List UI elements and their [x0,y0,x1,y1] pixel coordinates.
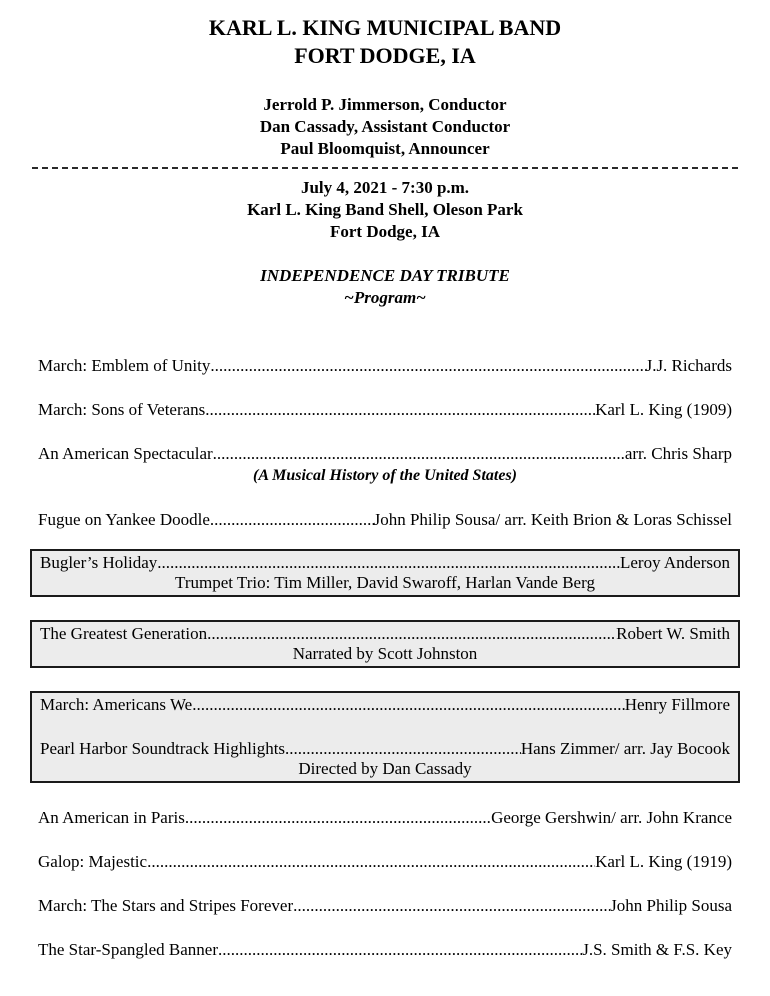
dot-leader [218,939,582,961]
performance-note: Directed by Dan Cassady [298,759,472,778]
piece-title: Pearl Harbor Soundtrack Highlights [40,739,286,758]
program-item [40,739,730,759]
composer-name: Robert W. Smith [616,624,730,643]
composer-name: J.J. Richards [645,356,732,375]
band-name-line2: FORT DODGE, IA [294,43,476,68]
dot-leader [205,399,595,421]
program-item [38,895,732,917]
featured-group [30,549,740,597]
composer-name: J.S. Smith & F.S. Key [582,940,732,959]
piece-title: March: The Stars and Stripes Forever [38,896,294,915]
staff-credits [0,94,770,160]
dot-leader [213,443,625,465]
program-item [40,624,730,644]
piece-title: March: Sons of Veterans [38,400,206,419]
dot-leader [147,851,595,873]
composer-name: arr. Chris Sharp [624,444,732,463]
composer-name: John Philip Sousa [610,896,732,915]
event-location: Fort Dodge, IA [329,222,440,241]
program-item [40,695,730,715]
band-name-line1: KARL L. KING MUNICIPAL BAND [208,15,562,40]
piece-title: Bugler’s Holiday [40,553,158,572]
event-details [0,177,770,243]
dot-leader [207,624,616,644]
composer-name: Hans Zimmer/ arr. Jay Bocook [520,739,730,758]
assistant-conductor-credit: Dan Cassady, Assistant Conductor [259,117,511,136]
dot-leader [210,509,374,531]
event-datetime: July 4, 2021 - 7:30 p.m. [300,178,470,197]
piece-title: The Greatest Generation [40,624,208,643]
event-venue: Karl L. King Band Shell, Oleson Park [247,200,523,219]
program-item [38,443,732,465]
piece-subtitle: (A Musical History of the United States) [252,467,517,484]
program-item [38,355,732,377]
performance-note: Trumpet Trio: Tim Miller, David Swaroff, Harlan Vande Berg [175,573,595,592]
composer-name: Leroy Anderson [619,553,730,572]
conductor-credit: Jerrold P. Jimmerson, Conductor [263,95,507,114]
piece-title: An American Spectacular [38,444,213,463]
dot-leader [210,355,645,377]
composer-name: Karl L. King (1909) [595,400,732,419]
program-item [38,807,732,829]
separator-line [32,167,738,169]
program-item [40,553,730,573]
dot-leader [157,553,620,573]
performance-note: Narrated by Scott Johnston [292,644,478,663]
piece-title: Galop: Majestic [38,852,148,871]
program-label: ~Program~ [344,288,426,307]
program-item [38,509,732,531]
featured-group [30,620,740,668]
program-item [38,399,732,421]
concert-title: INDEPENDENCE DAY TRIBUTE [260,266,510,285]
program-item [38,939,732,961]
dot-leader [285,739,521,759]
piece-title: March: Emblem of Unity [38,356,211,375]
piece-title: Fugue on Yankee Doodle [38,510,210,529]
program-item [38,851,732,873]
dot-leader [185,807,491,829]
band-title [0,14,770,70]
composer-name: John Philip Sousa/ arr. Keith Brion & Loras Schissel [373,510,732,529]
featured-group [30,691,740,783]
dot-leader [293,895,610,917]
composer-name: Karl L. King (1919) [595,852,732,871]
piece-title: An American in Paris [38,808,185,827]
dot-leader [192,695,624,715]
announcer-credit: Paul Bloomquist, Announcer [280,139,490,158]
composer-name: Henry Fillmore [624,695,730,714]
program-list [0,355,770,961]
piece-title: March: Americans We [40,695,193,714]
piece-title: The Star-Spangled Banner [38,940,218,959]
composer-name: George Gershwin/ arr. John Krance [491,808,732,827]
